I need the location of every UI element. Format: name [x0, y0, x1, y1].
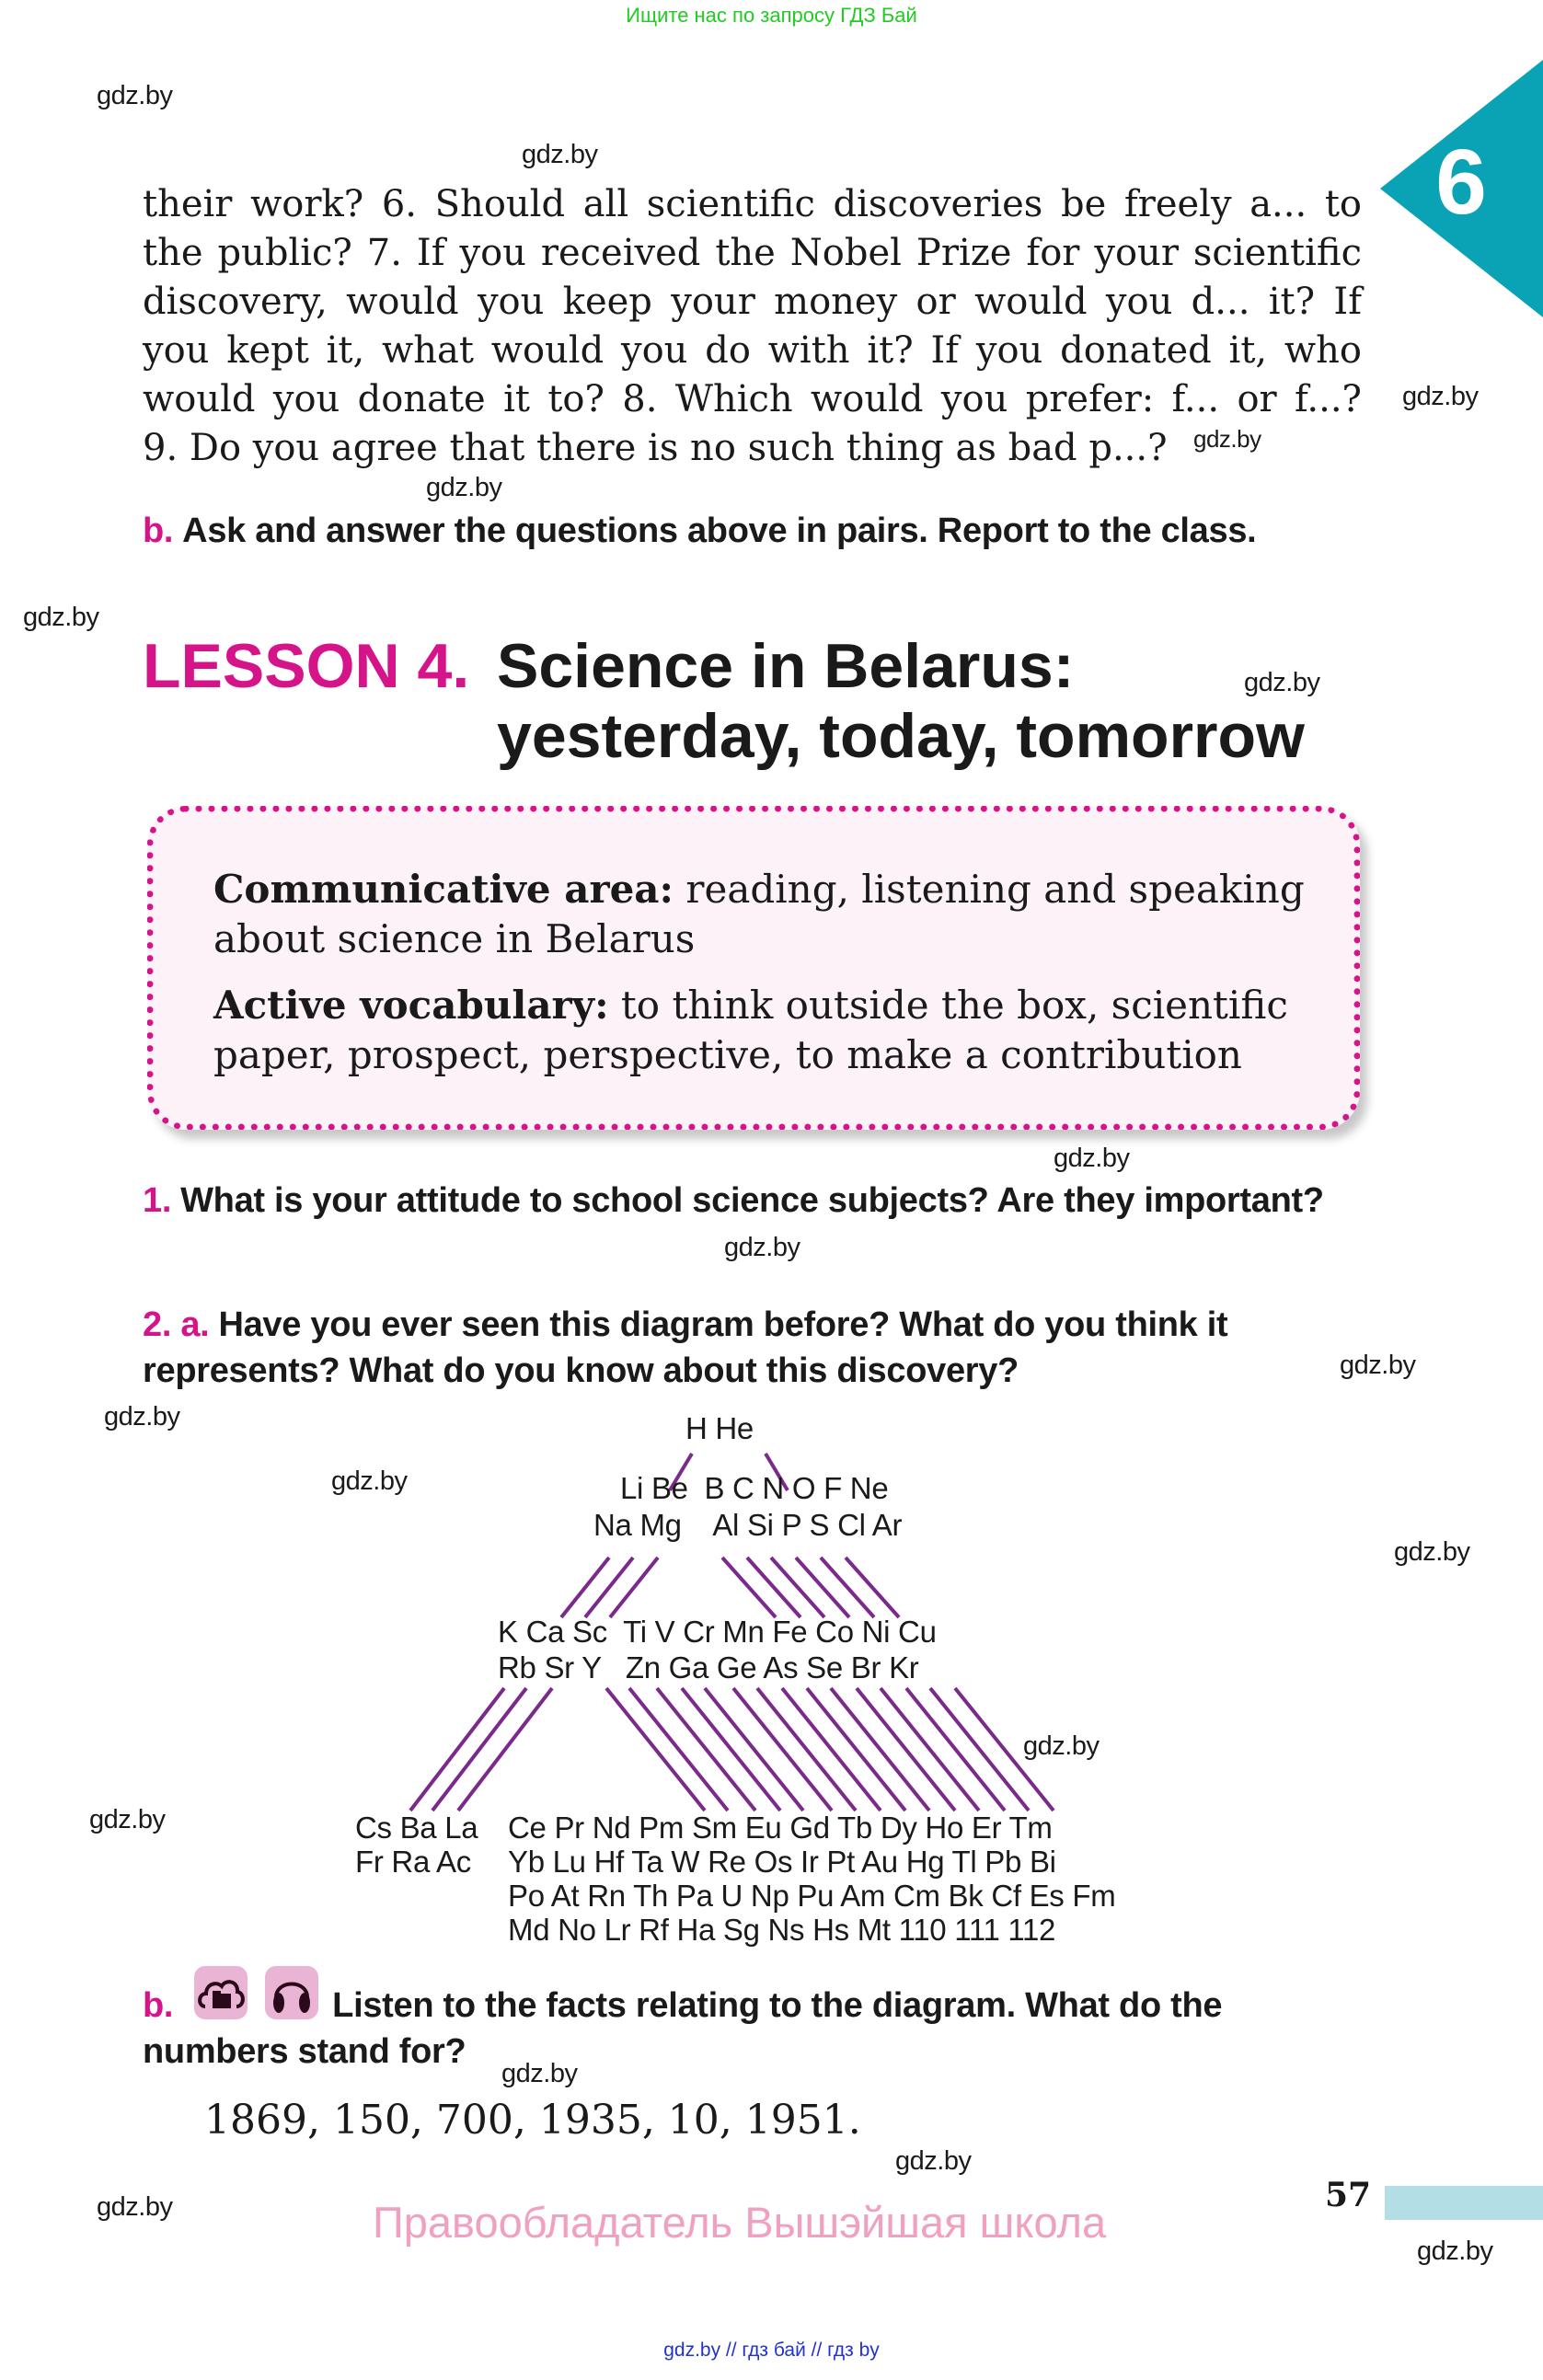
element-row: K Ca Sc Ti V Cr Mn Fe Co Ni Cu — [498, 1615, 937, 1649]
exercise-2b — [143, 1983, 1364, 2075]
task-b-pairs — [143, 508, 1364, 554]
text-line: their work? 6. Should all scientific discoveries be freely a... to — [143, 183, 1362, 225]
lesson-title-line1: Science in Belarus: — [497, 631, 1075, 701]
watermark: gdz.by — [97, 2192, 173, 2222]
vocabulary-label: Active vocabulary: — [213, 983, 609, 1028]
lesson-title-line2: yesterday, today, tomorrow — [497, 701, 1305, 771]
element-row: Fr Ra Ac — [355, 1845, 471, 1879]
watermark: gdz.by — [895, 2146, 972, 2176]
watermark: gdz.by — [1394, 1537, 1470, 1567]
lesson-number: LESSON 4. — [143, 631, 470, 701]
page-number: 57 — [1325, 2176, 1372, 2214]
exercise-label: 1. — [143, 1181, 172, 1220]
element-row: Rb Sr Y Zn Ga Ge As Se Br Kr — [498, 1650, 919, 1684]
watermark: gdz.by — [501, 2059, 578, 2088]
text-line: would you donate it to? 8. Which would you prefer: f... or f...? — [143, 378, 1362, 420]
communicative-label: Communicative area: — [213, 867, 674, 912]
communicative-area — [213, 865, 1327, 964]
vocabulary-text: to think outside the box, scientific paper, prospect, perspective, to make a contribution — [213, 983, 1288, 1077]
exercise-text: What is your attitude to school science subjects? Are they important? — [180, 1181, 1324, 1220]
watermark: gdz.by — [23, 603, 99, 632]
watermark: gdz.by — [331, 1466, 408, 1496]
element-row: Na Mg Al Si P S Cl Ar — [593, 1508, 903, 1542]
rights-holder: Правообладатель Вышэйшая школа — [373, 2198, 1107, 2247]
active-vocabulary — [213, 981, 1327, 1080]
element-row: Po At Rn Th Pa U Np Pu Am Cm Bk Cf Es Fm — [508, 1879, 1116, 1913]
element-row: Cs Ba La — [355, 1811, 478, 1845]
task-label: b. — [143, 512, 174, 550]
page-strip — [1385, 2186, 1543, 2220]
objectives-box — [147, 806, 1360, 1130]
watermark: gdz.by — [1054, 1144, 1130, 1173]
exercise-text: Have you ever seen this diagram before? What do you think it represents? What do you know about this discovery? — [143, 1305, 1228, 1390]
text-line: you kept it, what would you do with it? If you donated it, who — [143, 329, 1362, 372]
footer-links[interactable]: gdz.by // гдз бай // гдз by — [663, 2340, 880, 2361]
exercise-label: b. — [143, 1986, 174, 2025]
watermark: gdz.by — [1193, 425, 1261, 453]
communicative-text: reading, listening and speaking about science in Belarus — [213, 867, 1305, 961]
watermark: gdz.by — [97, 81, 173, 110]
lesson-title — [497, 631, 1305, 771]
text-line: 9. Do you agree that there is no such thing as bad p...? — [143, 427, 1168, 469]
watermark: gdz.by — [1023, 1731, 1100, 1761]
watermark: gdz.by — [89, 1805, 166, 1834]
watermark: gdz.by — [724, 1233, 800, 1262]
watermark: gdz.by — [104, 1402, 180, 1431]
text-line: discovery, would you keep your money or would you d... it? If — [143, 281, 1362, 323]
chapter-number: 6 — [1435, 131, 1487, 234]
search-hint-banner[interactable]: Ищите нас по запросу ГДЗ Бай — [626, 4, 917, 27]
element-row: Ce Pr Nd Pm Sm Eu Gd Tb Dy Ho Er Tm — [508, 1811, 1053, 1845]
exercise-text: Listen to the facts relating to the diagram. What do the numbers stand for? — [143, 1986, 1223, 2071]
headphones-icon[interactable] — [265, 1966, 318, 2019]
watermark: gdz.by — [1340, 1351, 1416, 1380]
element-row: Md No Lr Rf Ha Sg Ns Hs Mt 110 111 112 — [508, 1913, 1056, 1947]
watermark: gdz.by — [1244, 668, 1320, 697]
exercise-1 — [143, 1178, 1364, 1224]
exercise-label: 2. a. — [143, 1305, 210, 1344]
watermark: gdz.by — [426, 473, 502, 502]
element-row: Yb Lu Hf Ta W Re Os Ir Pt Au Hg Tl Pb Bi — [508, 1845, 1056, 1879]
numbers-list: 1869, 150, 700, 1935, 10, 1951. — [204, 2097, 861, 2144]
continuation-questions — [143, 180, 1362, 473]
element-row: H He — [685, 1411, 754, 1445]
element-row: Li Be B C N O F Ne — [620, 1471, 889, 1505]
exercise-2a — [143, 1302, 1364, 1394]
text-line: the public? 7. If you received the Nobel Prize for your scientific — [143, 232, 1362, 274]
watermark: gdz.by — [522, 140, 598, 169]
watermark: gdz.by — [1402, 382, 1479, 411]
task-text: Ask and answer the questions above in pairs. Report to the class. — [182, 512, 1257, 550]
cloud-folder-icon[interactable] — [194, 1966, 248, 2019]
watermark: gdz.by — [1417, 2236, 1493, 2266]
